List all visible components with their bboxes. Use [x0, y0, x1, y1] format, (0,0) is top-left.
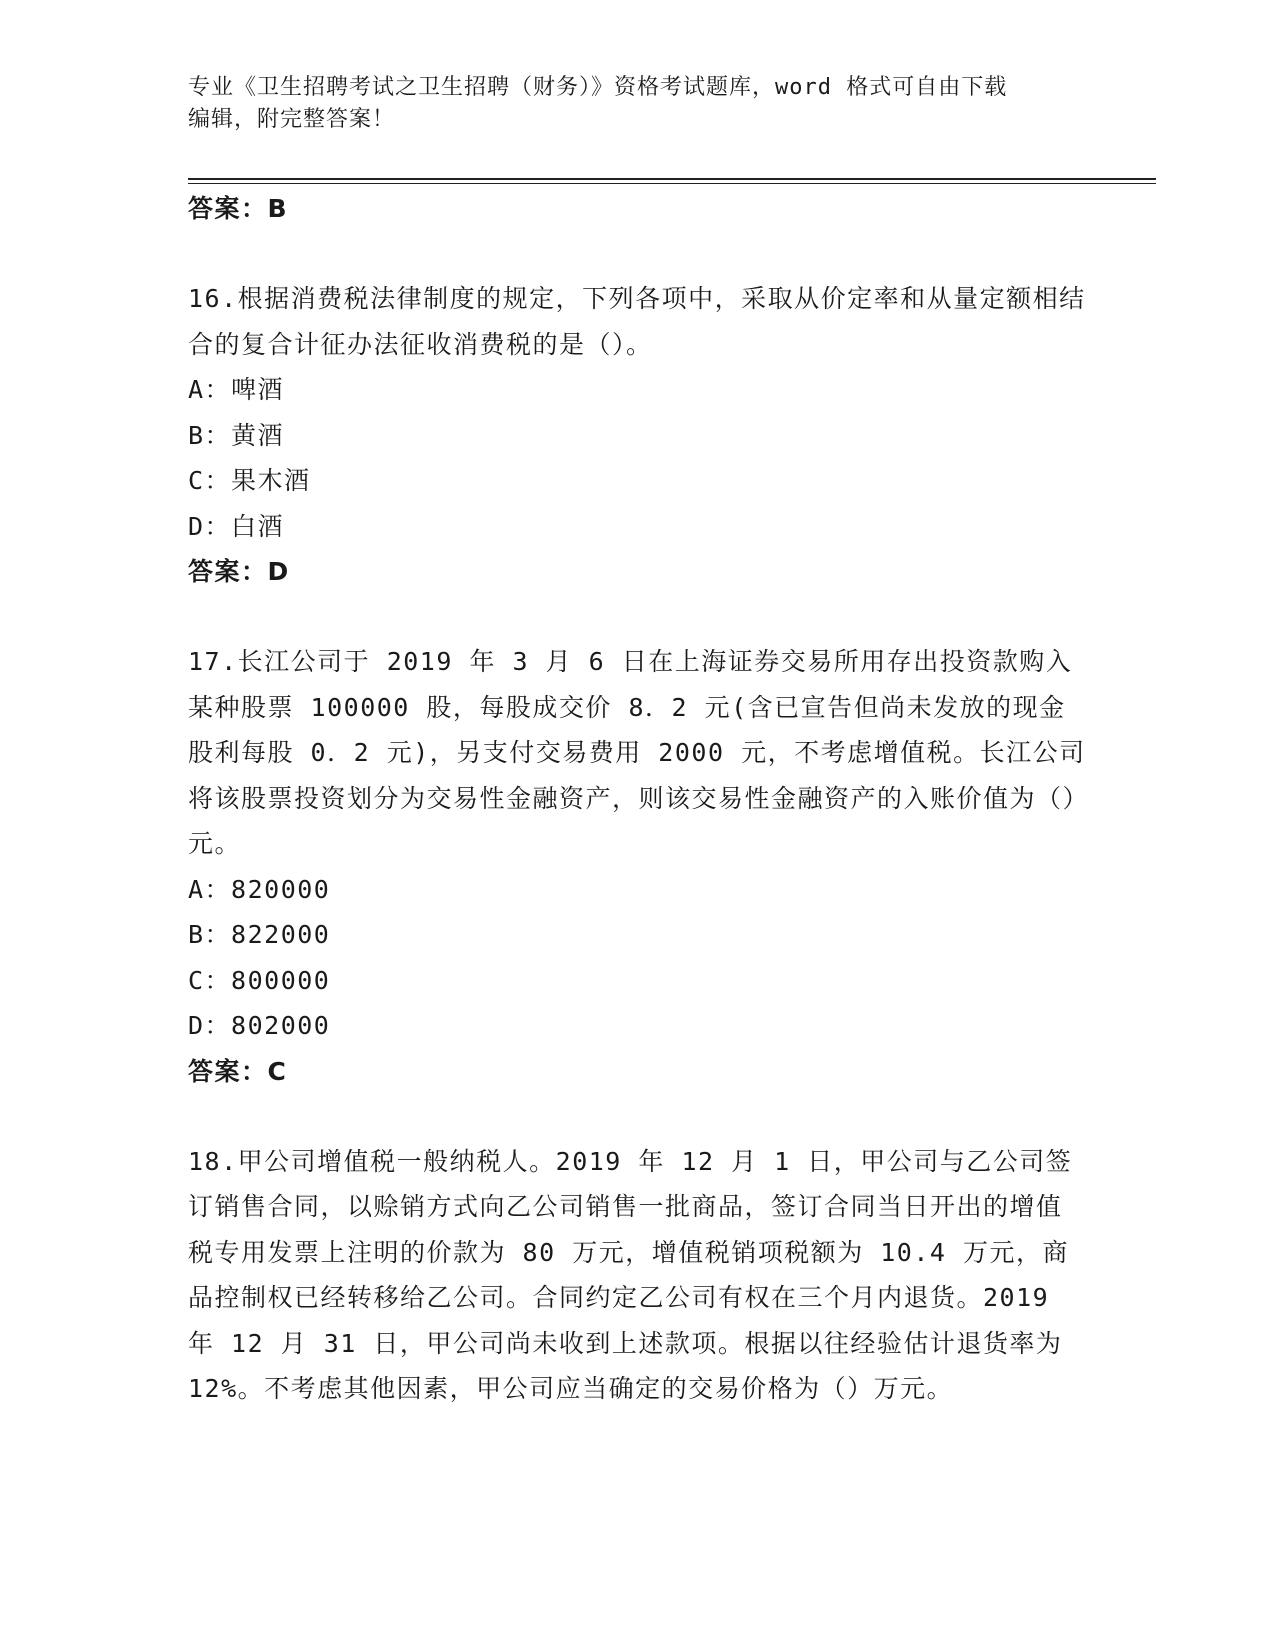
question-block-17 [188, 639, 1088, 1094]
option-d: D：802000 [188, 1011, 331, 1040]
header-line-1: 专业《卫生招聘考试之卫生招聘（财务）》资格考试题库，word 格式可自由下载 [188, 75, 1008, 100]
header-divider-thick [188, 178, 1156, 180]
option-b: B：822000 [188, 920, 331, 949]
previous-answer: 答案：B [188, 194, 289, 223]
spacer [188, 1094, 1088, 1139]
option-a: A：820000 [188, 874, 331, 904]
option-a: A：啤酒 [188, 375, 285, 404]
question-block-18 [188, 1139, 1088, 1412]
question-list [188, 186, 1088, 1412]
answer-line: 答案：C [188, 1056, 288, 1086]
question-text: 17.长江公司于 2019 年 3 月 6 日在上海证券交易所用存出投资款购入某种股票 100000 股，每股成交价 8．2 元(含已宣告但尚未发放的现金股利每股 0．2 元)，另支付交易费用 2000 元，不考虑增值税。长江公司将该股票投资划分为交易性金融资产，则该交易性金融资产的入账价值为（）元。 [188, 647, 1086, 858]
option-d: D：白酒 [188, 511, 285, 541]
spacer [188, 594, 1088, 639]
option-c: C：800000 [188, 965, 331, 995]
page-header [188, 72, 1088, 136]
answer-line: 答案：D [188, 557, 290, 586]
question-block-16 [188, 276, 1088, 594]
question-text: 18.甲公司增值税一般纳税人。2019 年 12 月 1 日，甲公司与乙公司签订销售合同，以赊销方式向乙公司销售一批商品，签订合同当日开出的增值税专用发票上注明的价款为 80 万元，增值税销项税额为 10.4 万元，商品控制权已经转移给乙公司。合同约定乙公司有权在三个月内退货。2019 年 12 月 31 日，甲公司尚未收到上述款项。根据以往经验估计退货率为 12%。不考虑其他因素，甲公司应当确定的交易价格为（）万元。 [188, 1146, 1073, 1403]
header-line-2: 编辑，附完整答案！ [188, 107, 396, 132]
option-b: B：黄酒 [188, 420, 285, 450]
option-c: C：果木酒 [188, 466, 311, 495]
question-text: 16.根据消费税法律制度的规定，下列各项中，采取从价定率和从量定额相结合的复合计征办法征收消费税的是（）。 [188, 284, 1086, 359]
spacer [188, 231, 1088, 276]
header-divider-thin [188, 183, 1156, 184]
